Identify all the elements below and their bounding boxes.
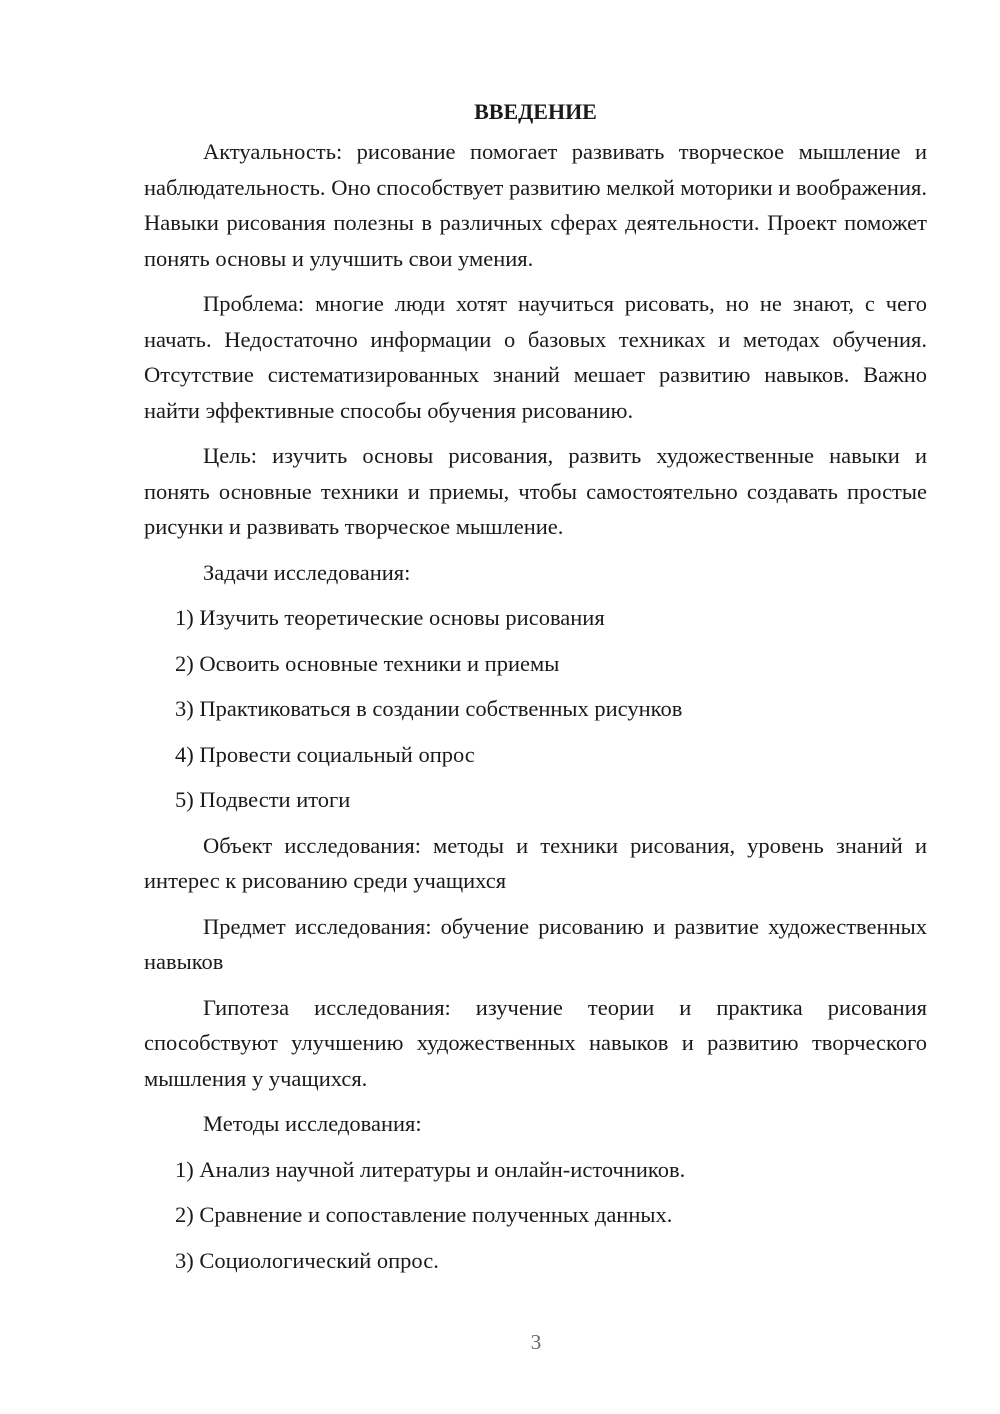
task-item: 3) Практиковаться в создании собственных рисунков	[175, 696, 683, 721]
tasks-heading: Задачи исследования:	[203, 559, 411, 585]
page-number: 3	[530, 1330, 542, 1354]
problem-paragraph: Проблема: многие люди хотят научиться рисовать, но не знают, с чего начать. Недостаточно информации о базовых техниках и методах обучения. Отсутствие систематизированных знаний мешает развитию навыков. Важно найти эффективные способы обучения рисованию.	[144, 291, 927, 423]
page-content	[144, 94, 927, 1288]
method-item: 2) Сравнение и сопоставление полученных данных.	[175, 1202, 673, 1227]
task-item: 4) Провести социальный опрос	[175, 741, 475, 767]
page-title: ВВЕДЕНИЕ	[474, 99, 597, 124]
task-item: 1) Изучить теоретические основы рисования	[175, 605, 605, 630]
subject-paragraph: Предмет исследования: обучение рисованию и развитие художественных навыков	[144, 913, 927, 974]
task-item: 5) Подвести итоги	[175, 787, 351, 812]
goal-paragraph: Цель: изучить основы рисования, развить художественные навыки и понять основные техники и приемы, чтобы самостоятельно создавать простые рисунки и развивать творческое мышление.	[144, 443, 927, 539]
task-item: 2) Освоить основные техники и приемы	[175, 650, 560, 676]
object-paragraph: Объект исследования: методы и техники рисования, уровень знаний и интерес к рисованию среди учащихся	[144, 832, 927, 893]
hypothesis-paragraph: Гипотеза исследования: изучение теории и практика рисования способствуют улучшению художественных навыков и развитию творческого мышления у учащихся.	[144, 994, 927, 1091]
relevance-paragraph: Актуальность: рисование помогает развивать творческое мышление и наблюдательность. Оно способствует развитию мелкой моторики и воображения. Навыки рисования полезны в различных сферах деятельности. Проект поможет понять основы и улучшить свои умения.	[144, 139, 927, 271]
method-item: 1) Анализ научной литературы и онлайн-источников.	[175, 1156, 686, 1182]
methods-heading: Методы исследования:	[203, 1111, 422, 1136]
method-item: 3) Социологический опрос.	[175, 1247, 439, 1273]
